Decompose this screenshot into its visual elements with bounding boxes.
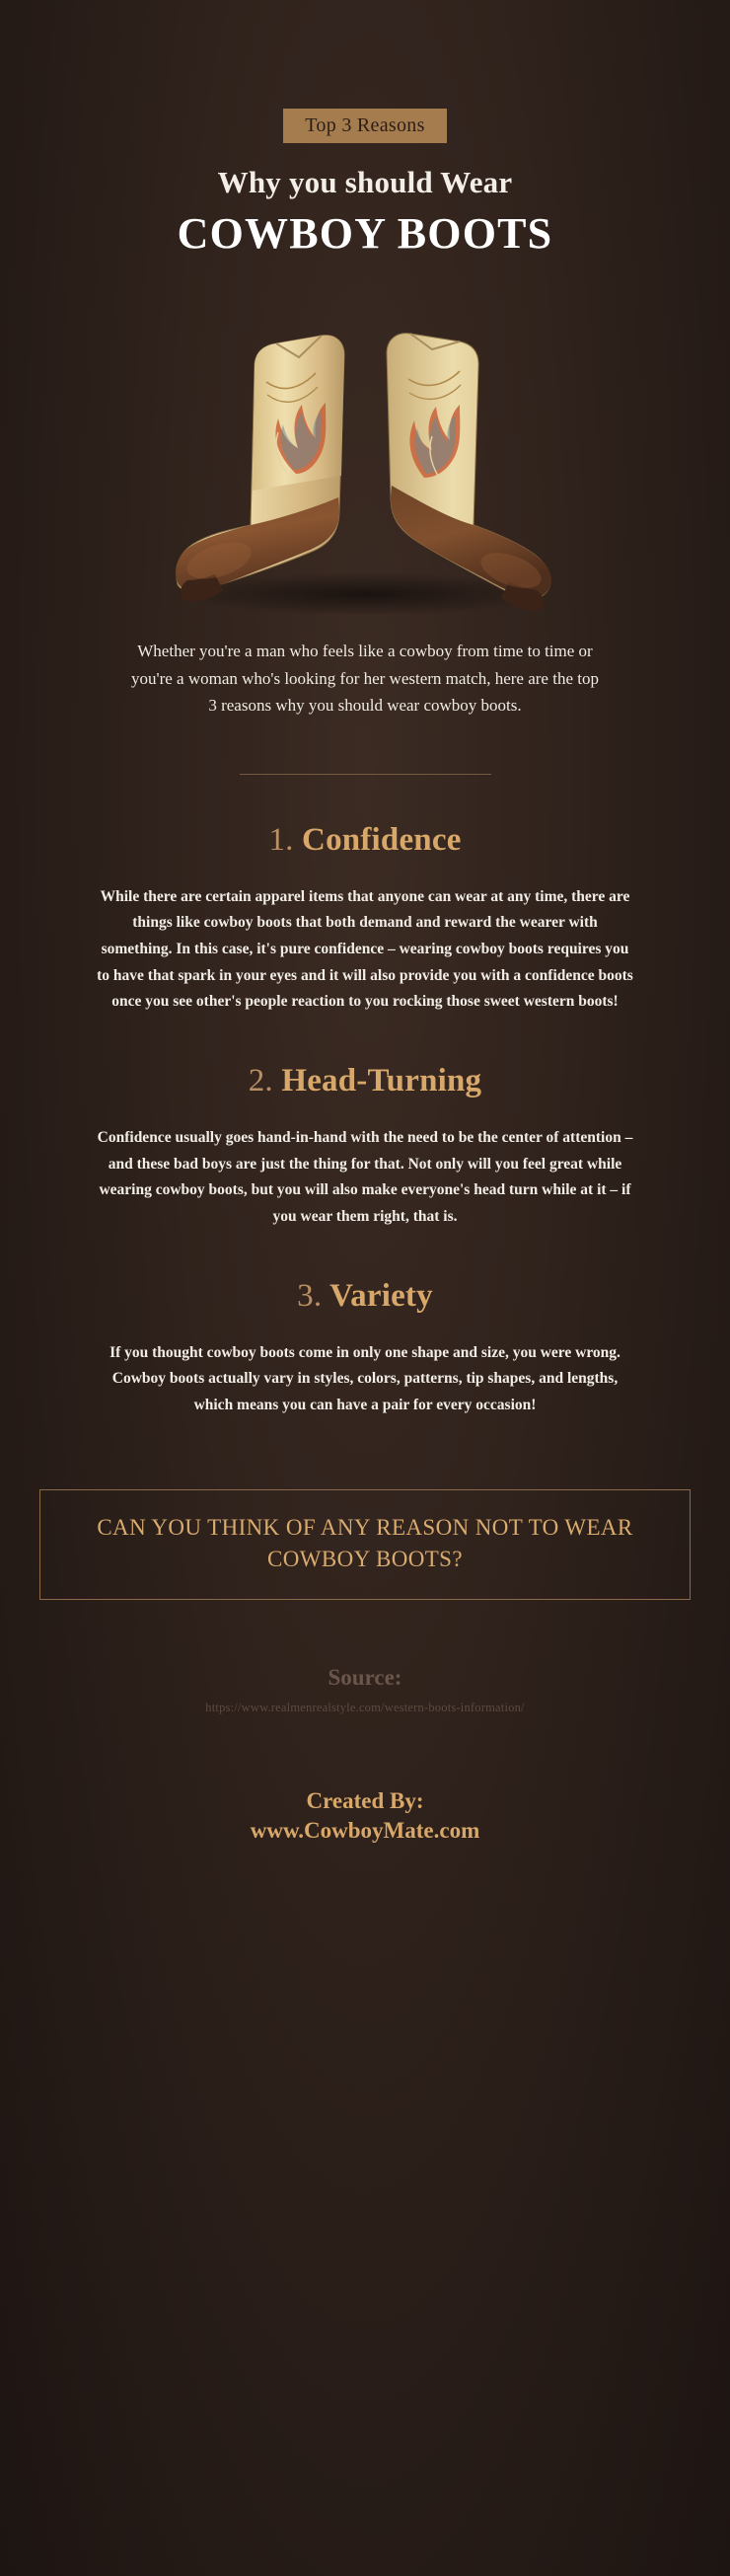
section-title: Head-Turning <box>281 1062 482 1099</box>
cowboy-boots-image <box>128 288 602 614</box>
created-by-label: Created By: <box>306 1787 424 1813</box>
section-body: While there are certain apparel items that anyone can wear at any time, there are things like cowboy boots that both demand and reward the wearer with something. In this case, it's pure confidence – wearing cowboy boots requires you to have that spark in your eyes and it will also provide you with a confidence boots once you see other's people reaction to you rocking those sweet western boots! <box>97 887 633 1011</box>
source-url[interactable]: https://www.realmenrealstyle.com/western-boots-information/ <box>205 1700 525 1714</box>
left-boot <box>176 336 344 602</box>
page-title-line2: COWBOY BOOTS <box>177 209 553 258</box>
section-divider <box>240 774 491 775</box>
callout-question: CAN YOU THINK OF ANY REASON NOT TO WEAR COWBOY BOOTS? <box>39 1489 691 1599</box>
page-title-line1: Why you should Wear <box>217 165 513 199</box>
section-confidence <box>20 822 710 1016</box>
boots-illustration <box>128 288 602 614</box>
section-title: Confidence <box>302 821 462 858</box>
content-column <box>20 0 710 1844</box>
section-number: 3. <box>297 1277 323 1314</box>
top-reasons-badge: Top 3 Reasons <box>283 109 446 143</box>
section-heading <box>20 1063 710 1099</box>
header-block <box>20 109 710 259</box>
site-url[interactable]: www.CowboyMate.com <box>250 1818 480 1844</box>
section-heading <box>20 1278 710 1315</box>
section-heading <box>20 822 710 859</box>
section-body: Confidence usually goes hand-in-hand with the need to be the center of attention – and these bad boys are just the thing for that. Not only will you feel great while wearing cowboy boots, but you will also make everyone's head turn while at it – if you wear them right, that is. <box>97 1128 633 1225</box>
section-variety <box>20 1278 710 1419</box>
intro-paragraph: Whether you're a man who feels like a cowboy from time to time or you're a woman who's looking for her western match, here are the top 3 reasons why you should wear cowboy boots. <box>131 642 599 716</box>
section-number: 1. <box>268 821 294 858</box>
section-title: Variety <box>329 1277 433 1314</box>
source-label: Source: <box>328 1664 402 1690</box>
section-number: 2. <box>248 1062 273 1099</box>
right-boot <box>387 334 551 611</box>
section-body: If you thought cowboy boots come in only one shape and size, you were wrong. Cowboy boots actually vary in styles, colors, patterns, tip shapes, and lengths, which means you can have a pair for every occasion! <box>110 1343 620 1413</box>
section-head-turning <box>20 1063 710 1231</box>
